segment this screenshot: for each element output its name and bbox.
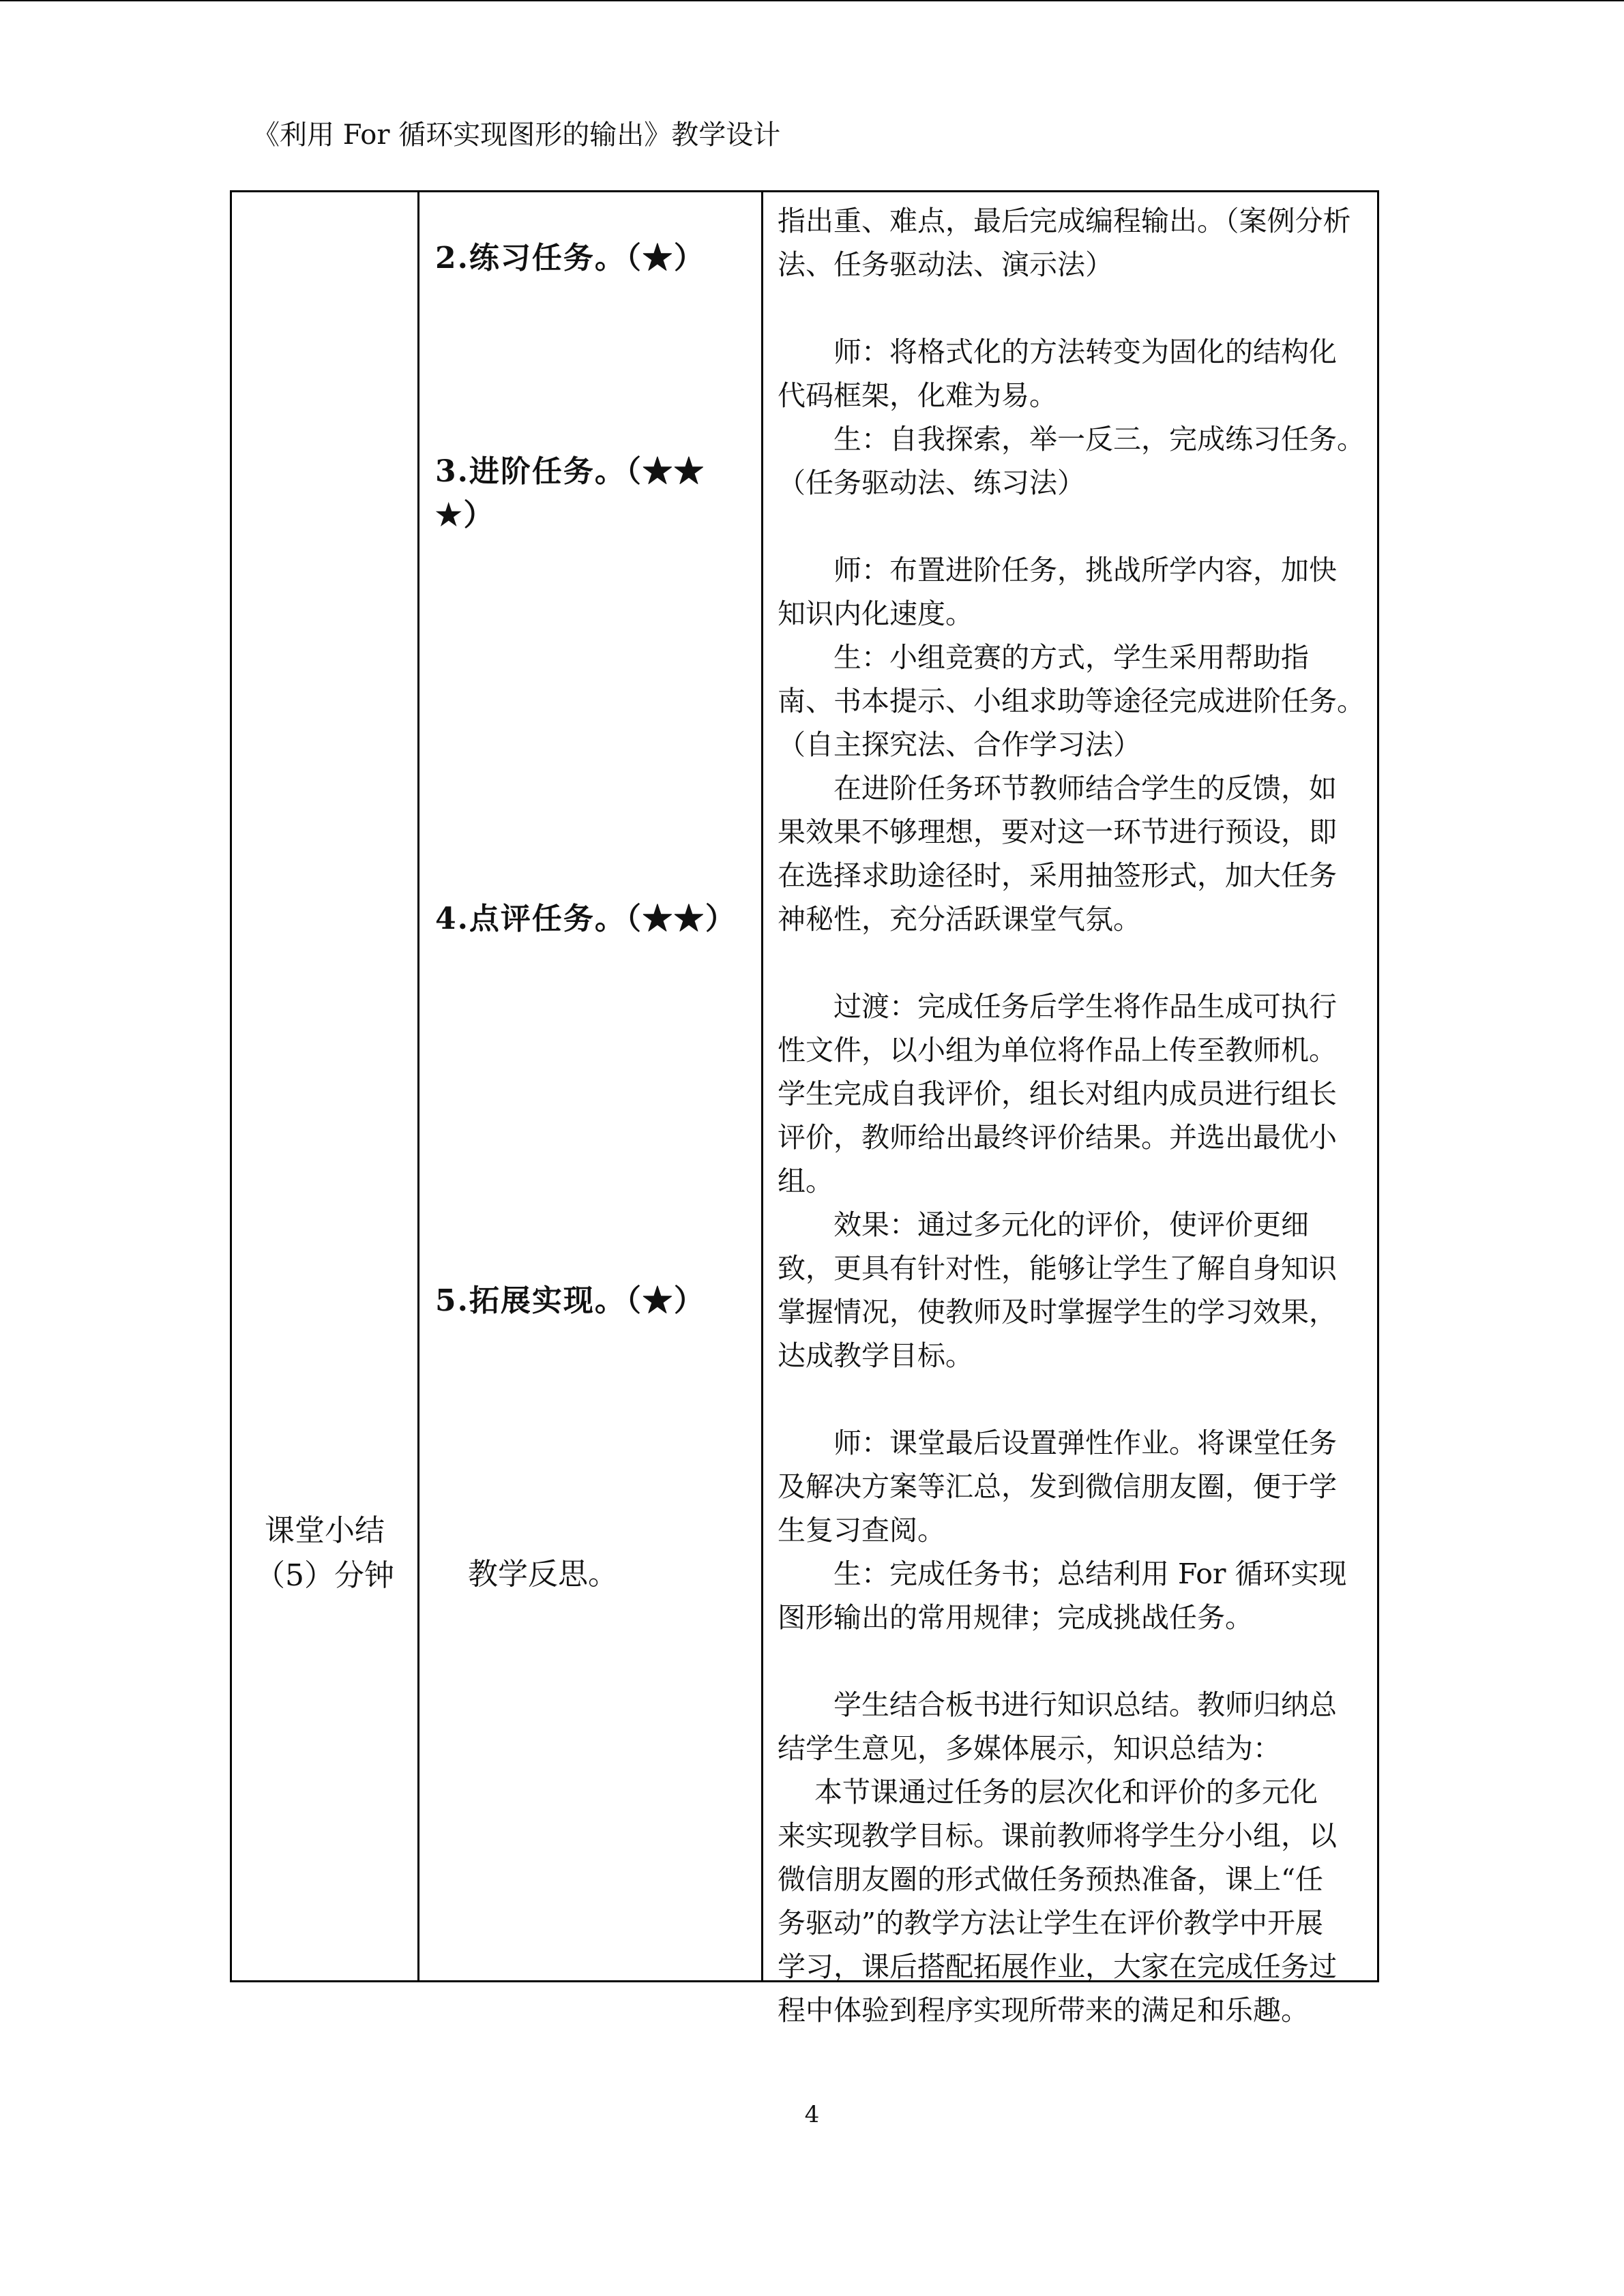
task-practice: 2.练习任务。（★） <box>435 241 705 275</box>
stage-duration: （5）分钟 <box>255 1558 394 1593</box>
activity-content <box>778 199 1378 2032</box>
paragraph-student-practice: 生：自我探索，举一反三，完成练习任务。 （任务驱动法、练习法） <box>778 423 1365 499</box>
task-advanced-line2: ★） <box>435 498 495 533</box>
teaching-reflection: 教学反思。 <box>468 1557 618 1592</box>
paragraph-method-summary: 指出重、难点，最后完成编程输出。（案例分析 法、任务驱动法、演示法） <box>778 205 1351 281</box>
column-divider <box>761 192 763 1980</box>
paragraph-student-competition: 生：小组竞赛的方式，学生采用帮助指 南、书本提示、小组求助等途径完成进阶任务。 （自主探究法、合作学习法） <box>778 641 1365 761</box>
paragraph-teacher-homework: 师：课堂最后设置弹性作业。将课堂任务 及解决方案等汇总，发到微信朋友圈，便于学 生复习查阅。 <box>778 1427 1337 1547</box>
task-review: 4.点评任务。（★★） <box>435 901 737 936</box>
paragraph-student-summary: 生：完成任务书；总结利用 For 循环实现 图形输出的常用规律；完成挑战任务。 <box>778 1557 1347 1634</box>
top-border-line <box>0 0 1624 1</box>
paragraph-contingency: 在进阶任务环节教师结合学生的反馈，如 果效果不够理想，要对这一环节进行预设，即 在选择求助途径时，采用抽签形式，加大任务 神秘性，充分活跃课堂气氛。 <box>778 772 1337 936</box>
column-divider <box>417 192 419 1980</box>
document-header-title: 《利用 For 循环实现图形的输出》教学设计 <box>252 119 781 151</box>
paragraph-knowledge-summary: 学生结合板书进行知识总结。教师归纳总 结学生意见，多媒体展示，知识总结为： <box>778 1688 1337 1765</box>
page-number: 4 <box>804 2101 820 2128</box>
paragraph-teacher-framework: 师：将格式化的方法转变为固化的结构化 代码框架，化难为易。 <box>778 336 1337 412</box>
paragraph-transition: 过渡：完成任务后学生将作品生成可执行 性文件，以小组为单位将作品上传至教师机。 学生完成自我评价，组长对组内成员进行组长 评价，教师给出最终评价结果。并选出最优小 组。 <box>778 990 1337 1197</box>
lesson-plan-table <box>230 190 1379 2027</box>
paragraph-effect: 效果：通过多元化的评价，使评价更细 致，更具有针对性，能够让学生了解自身知识 掌握情况，使教师及时掌握学生的学习效果， 达成教学目标。 <box>778 1208 1337 1372</box>
stage-name: 课堂小结 <box>265 1513 385 1548</box>
task-extension: 5.拓展实现。（★） <box>435 1283 705 1318</box>
task-advanced <box>435 450 705 537</box>
task-advanced-line1: 3.进阶任务。（★★ <box>435 454 705 489</box>
paragraph-teacher-advanced: 师：布置进阶任务，挑战所学内容，加快 知识内化速度。 <box>778 554 1337 630</box>
stage-cell <box>232 1508 417 1598</box>
paragraph-lesson-conclusion: 本节课通过任务的层次化和评价的多元化 来实现教学目标。课前教师将学生分小组，以 微信朋友圈的形式做任务预热准备，课上“任 务驱动”的教学方法让学生在评价教学中开展 学习，课后搭配拓展作业，大家在完成任务过 程中体验到程序实现所带来的满足和乐趣。 <box>778 1776 1337 2027</box>
